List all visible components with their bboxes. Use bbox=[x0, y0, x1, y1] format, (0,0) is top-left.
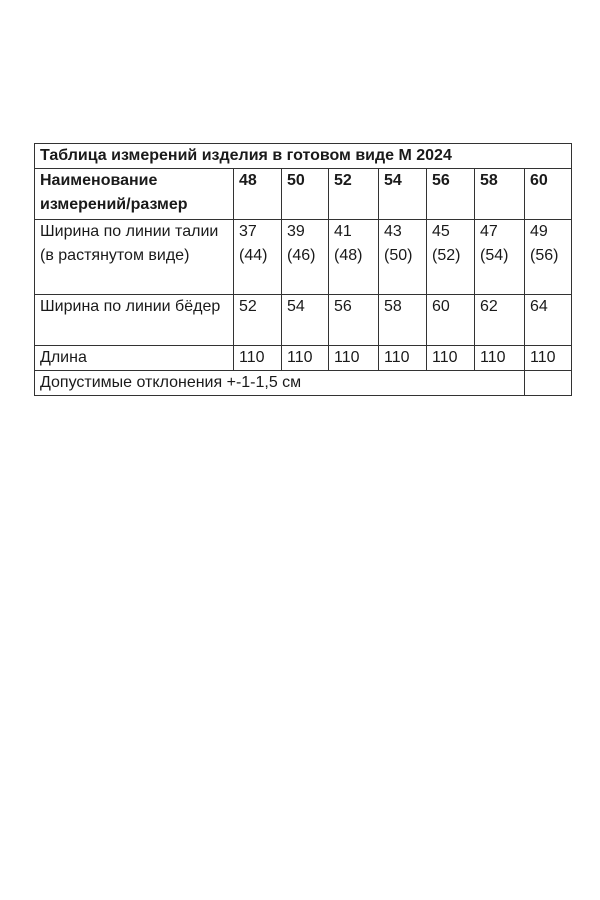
table-cell: 56 bbox=[329, 295, 379, 346]
table-row bbox=[35, 295, 572, 346]
cell-value: 47 bbox=[480, 223, 498, 240]
table-cell bbox=[282, 220, 329, 295]
size-header: 48 bbox=[234, 169, 282, 220]
header-label-line1: Наименование bbox=[40, 172, 158, 189]
table-cell bbox=[329, 220, 379, 295]
size-header: 56 bbox=[427, 169, 475, 220]
table-cell: 52 bbox=[234, 295, 282, 346]
row-label: Ширина по линии талии (в растянутом виде) bbox=[35, 220, 234, 295]
size-header: 58 bbox=[475, 169, 525, 220]
table-cell: 110 bbox=[379, 346, 427, 371]
cell-alt-value: (46) bbox=[287, 247, 316, 264]
table-cell bbox=[427, 220, 475, 295]
table-title: Таблица измерений изделия в готовом виде М 2024 bbox=[35, 144, 572, 169]
row-label: Ширина по линии бёдер bbox=[35, 295, 234, 346]
row-label: Длина bbox=[35, 346, 234, 371]
cell-value: 41 bbox=[334, 223, 352, 240]
table-cell: 110 bbox=[427, 346, 475, 371]
cell-alt-value: (56) bbox=[530, 247, 559, 264]
table-cell: 110 bbox=[475, 346, 525, 371]
header-row bbox=[35, 169, 572, 220]
measurement-sheet bbox=[34, 143, 571, 396]
size-header: 52 bbox=[329, 169, 379, 220]
table-cell: 62 bbox=[475, 295, 525, 346]
cell-alt-value: (52) bbox=[432, 247, 461, 264]
table-cell: 110 bbox=[329, 346, 379, 371]
size-header: 60 bbox=[525, 169, 572, 220]
table-row bbox=[35, 220, 572, 295]
cell-value: 39 bbox=[287, 223, 305, 240]
table-cell bbox=[525, 220, 572, 295]
table-cell: 64 bbox=[525, 295, 572, 346]
size-header: 54 bbox=[379, 169, 427, 220]
cell-alt-value: (50) bbox=[384, 247, 413, 264]
header-label-line2: измерений/размер bbox=[40, 196, 188, 213]
measurement-table bbox=[34, 143, 572, 396]
table-cell: 110 bbox=[525, 346, 572, 371]
title-row bbox=[35, 144, 572, 169]
cell-value: 49 bbox=[530, 223, 548, 240]
table-cell: 54 bbox=[282, 295, 329, 346]
cell-value: 37 bbox=[239, 223, 257, 240]
empty-cell bbox=[525, 371, 572, 396]
size-header: 50 bbox=[282, 169, 329, 220]
table-cell: 58 bbox=[379, 295, 427, 346]
cell-value: 45 bbox=[432, 223, 450, 240]
table-cell bbox=[234, 220, 282, 295]
note-row bbox=[35, 371, 572, 396]
table-row bbox=[35, 346, 572, 371]
table-cell bbox=[475, 220, 525, 295]
cell-alt-value: (44) bbox=[239, 247, 268, 264]
table-cell: 110 bbox=[234, 346, 282, 371]
tolerance-note: Допустимые отклонения +-1-1,5 см bbox=[35, 371, 525, 396]
table-cell bbox=[379, 220, 427, 295]
cell-alt-value: (48) bbox=[334, 247, 363, 264]
table-cell: 110 bbox=[282, 346, 329, 371]
table-cell: 60 bbox=[427, 295, 475, 346]
cell-alt-value: (54) bbox=[480, 247, 509, 264]
header-label bbox=[35, 169, 234, 220]
cell-value: 43 bbox=[384, 223, 402, 240]
